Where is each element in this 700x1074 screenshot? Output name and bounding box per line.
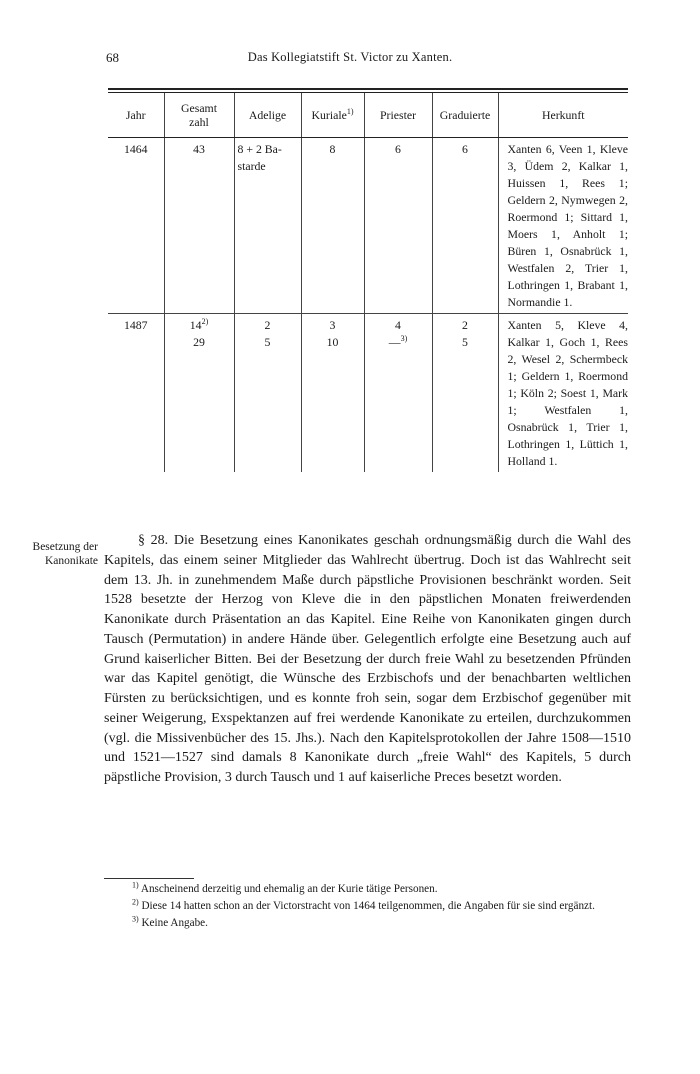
- margin-note: Besetzung der Kanonikate: [32, 541, 98, 567]
- footnote-text: Diese 14 hatten schon an der Victorstracht von 1464 teilgenommen, die Angaben für sie sind ergänzt.: [141, 900, 595, 912]
- cell-adelige-2: 5: [264, 335, 271, 349]
- header-gesamtzahl-line2: zahl: [189, 115, 209, 129]
- cell-kuriale-1: 3: [329, 318, 336, 332]
- cell-adelige: [234, 314, 301, 473]
- cell-adelige: 8 + 2 Ba-starde: [234, 138, 301, 314]
- cell-graduierte: [432, 314, 498, 473]
- body-paragraph: § 28. Die Besetzung eines Kanonikates geschah ordnungsmäßig durch die Wahl des Kapitels, das einem seiner Mitglieder das Wahlrecht übertrug. Doch ist das Wahlrecht seit dem 13. Jh. in zunehmendem Maße durch päpstliche Provisionen beschränkt worden. Seit 1528 besetzte der Herzog von Kleve die in den päpstlichen Monaten freiwerdenden Kanonikate durch Präsentation an das Kapitel. Eine Reihe von Kanonikaten gingen durch Tausch (Permutation) in andere Hände über. Gelegentlich erfolgte eine Besetzung auch auf Grund kaiserlicher Bitten. Bei der Besetzung der durch freie Wahl zu besetzenden Pfründen war das Kapitel genötigt, die Wünsche des Erzbischofs und der benachbarten weltlichen Fürsten zu berücksichtigen, und es konnte froh sein, sogar dem Erzbischof gegenüber mit seiner Weigerung, Exspektanzen auf frei werdende Kanonikate zu erteilen, durchzukommen (vgl. die Missivenbücher des 15. Jhs.). Nach den Kapitelsprotokollen der Jahre 1508—1510 und 1521—1527 sind damals 8 Kanonikate durch „freie Wahl“ des Kapitels, 5 durch päpstliche Provision, 3 durch Tausch und 1 auf kaiserliche Preces besetzt worden.: [104, 533, 631, 785]
- table-row-1487: [108, 314, 628, 473]
- table-row-1464: [108, 138, 628, 314]
- cell-graduierte-2: 5: [462, 335, 468, 349]
- cell-herkunft: Xanten 6, Veen 1, Kleve 3, Üdem 2, Kalkar 1, Huissen 1, Rees 1; Geldern 2, Nymwegen 2, Roermond 1; Sittard 1, Moers 1, Anholt 1; Büren 1, Osnabrück 1, Westfalen 2, Trier 1, Lothringen 1, Brabant 1, Normandie 1.: [498, 138, 628, 314]
- footnote-1: [104, 881, 631, 898]
- cell-graduierte: 6: [432, 138, 498, 314]
- cell-jahr: 1464: [123, 142, 148, 156]
- footnote-mark: 3): [132, 914, 139, 924]
- statistics-table: [108, 88, 628, 472]
- header-kuriale: [301, 93, 364, 138]
- cell-gesamt-2: 29: [193, 335, 205, 349]
- cell-gesamt: 43: [164, 138, 234, 314]
- table-header-row: [108, 93, 628, 138]
- footnote-mark: 1): [132, 880, 139, 890]
- cell-gesamt: [164, 314, 234, 473]
- footnote-2: [104, 898, 631, 915]
- cell-kuriale: [301, 314, 364, 473]
- header-jahr: Jahr: [108, 93, 164, 138]
- cell-kuriale-2: 10: [326, 335, 339, 349]
- header-herkunft: Herkunft: [498, 93, 628, 138]
- header-priester: Priester: [364, 93, 432, 138]
- cell-herkunft: Xanten 5, Kleve 4, Kalkar 1, Goch 1, Rees 2, Wesel 2, Schermbeck 1; Geldern 1, Roermond 1; Köln 2; Soest 1, Mark 1; Westfalen 1, Osnabrück 1, Trier 1, Lothringen 1, Lüttich 1, Holland 1.: [498, 314, 628, 473]
- cell-kuriale: 8: [301, 138, 364, 314]
- footnotes: [104, 881, 631, 932]
- cell-priester-1: 4: [395, 318, 401, 332]
- cell-gesamt-note: 2): [201, 317, 209, 327]
- cell-jahr: 1487: [108, 314, 164, 473]
- footnote-3: [104, 915, 631, 932]
- cell-priester: [364, 314, 432, 473]
- running-title: Das Kollegiatstift St. Victor zu Xanten.: [247, 50, 453, 64]
- header-graduierte: Graduierte: [432, 93, 498, 138]
- cell-priester-note: 3): [400, 334, 408, 344]
- header-kuriale-label: Kuriale: [311, 108, 347, 122]
- cell-priester: 6: [364, 138, 432, 314]
- footnote-text: Keine Angabe.: [141, 917, 208, 929]
- header-gesamtzahl-line1: Gesamt: [180, 101, 218, 115]
- header-kuriale-note: 1): [346, 107, 354, 117]
- cell-adelige-1: 2: [264, 318, 271, 332]
- footnote-rule: [104, 878, 194, 879]
- header-adelige: Adelige: [234, 93, 301, 138]
- header-gesamtzahl: [164, 93, 234, 138]
- page-number: 68: [106, 50, 119, 65]
- footnote-text: Anscheinend derzeitig und ehemalig an der Kurie tätige Personen.: [140, 883, 438, 895]
- cell-gesamt-1: 14: [189, 318, 202, 332]
- cell-priester-2: —: [388, 335, 401, 349]
- table-top-rule: [108, 88, 628, 90]
- footnote-mark: 2): [132, 897, 139, 907]
- cell-graduierte-1: 2: [462, 318, 468, 332]
